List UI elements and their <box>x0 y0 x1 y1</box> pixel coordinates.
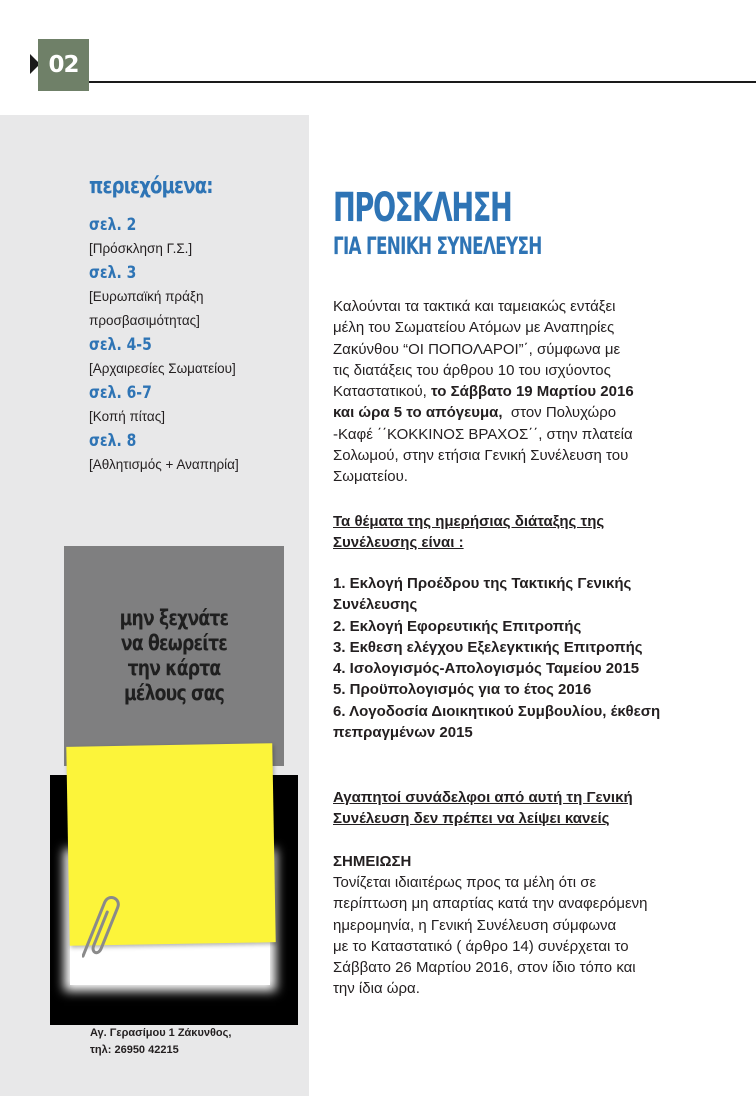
text-line: Καλούνται τα τακτικά και ταμειακώς εντάξει <box>333 298 616 315</box>
text-segment: στον Πολυχώρο <box>502 404 617 422</box>
member-card-reminder-box <box>64 546 284 766</box>
toc-entry <box>89 429 299 477</box>
text-line: περίπτωση μη απαρτίας κατά την αναφερόμενη <box>333 895 648 913</box>
text-line: Συνέλευσης είναι : <box>333 534 464 552</box>
agenda-item: 4. Ισολογισμός-Απολογισμός Ταμείου 2015 <box>333 660 640 678</box>
text-line: Αγαπητοί συνάδελφοι από αυτή τη Γενική <box>333 789 633 806</box>
reminder-line: μην ξεχνάτε <box>119 606 229 630</box>
toc-page: σελ. 8 <box>89 431 137 451</box>
text-line: -Καφέ ΄΄ΚΟΚΚΙΝΟΣ ΒΡΑΧΟΣ΄΄, στην πλατεία <box>333 425 633 443</box>
toc-page: σελ. 2 <box>89 215 137 235</box>
text-line: Σολωμού, στην ετήσια Γενική Συνέλευση του <box>333 447 629 465</box>
text-line: Συνέλευση δεν πρέπει να λείψει κανείς <box>333 810 610 828</box>
toc-desc: [Πρόσκληση Γ.Σ.] <box>89 241 193 256</box>
appeal-text <box>333 787 748 830</box>
invitation-text <box>333 296 748 488</box>
agenda-item: 1. Εκλογή Προέδρου της Τακτικής Γενικής <box>333 575 632 592</box>
text-segment: Καταστατικού, <box>333 383 431 401</box>
toc-entry <box>89 261 299 333</box>
text-line: Ζακύνθου “ΟΙ ΠΟΠΟΛΑΡΟΙ”΄, σύμφωνα με <box>333 340 621 358</box>
text-line: Σάββατο 26 Μαρτίου 2016, στον ίδιο τόπο και <box>333 959 636 977</box>
text-line: μέλη του Σωματείου Ατόμων με Αναπηρίες <box>333 319 615 337</box>
toc-entry <box>89 381 299 429</box>
text-line: ημερομηνία, η Γενική Συνέλευση σύμφωνα <box>333 916 617 934</box>
paperclip-icon <box>82 885 122 965</box>
header-divider <box>89 81 756 83</box>
text-line: Τα θέματα της ημερήσιας διάταξης της <box>333 513 605 530</box>
toc-entry <box>89 333 299 381</box>
agenda-item: 5. Προϋπολογισμός για το έτος 2016 <box>333 681 592 699</box>
meeting-date: το Σάββατο 19 Μαρτίου 2016 <box>430 383 634 401</box>
text-line: την ίδια ώρα. <box>333 980 420 998</box>
toc-page: σελ. 4-5 <box>89 335 152 355</box>
agenda-item: πεπραγμένων 2015 <box>333 724 473 742</box>
text-line <box>333 381 748 402</box>
address <box>90 1025 300 1059</box>
text-line: Τονίζεται ιδιαιτέρως προς τα μέλη ότι σε <box>333 874 597 891</box>
agenda-item: 3. Εκθεση ελέγχου Εξελεγκτικής Επιτροπής <box>333 638 643 656</box>
agenda-item: 6. Λογοδοσία Διοικητικού Συμβουλίου, έκθεση <box>333 702 661 720</box>
reminder-line: την κάρτα <box>127 656 221 680</box>
page-subtitle: ΓΙΑ ΓΕΝΙΚΗ ΣΥΝΕΛΕΥΣΗ <box>333 232 542 260</box>
reminder-line: μέλους σας <box>123 681 225 705</box>
member-card-reminder <box>64 606 284 706</box>
reminder-line: να θεωρείτε <box>120 631 228 655</box>
note-heading: ΣΗΜΕΙΩΣΗ <box>333 853 412 870</box>
page-number: 02 <box>38 39 89 91</box>
toc-desc: [Αρχαιρεσίες Σωματείου] <box>89 361 236 376</box>
phone-line: τηλ: 26950 42215 <box>90 1044 179 1056</box>
toc-page: σελ. 6-7 <box>89 383 152 403</box>
agenda-list <box>333 573 748 743</box>
text-line: με το Καταστατικό ( άρθρο 14) συνέρχεται το <box>333 937 629 955</box>
agenda-item: 2. Εκλογή Εφορευτικής Επιτροπής <box>333 617 582 635</box>
agenda-item: Συνέλευσης <box>333 596 418 614</box>
table-of-contents <box>89 213 299 477</box>
page-title: ΠΡΟΣΚΛΗΣΗ <box>333 185 512 231</box>
toc-desc: [Κοπή πίτας] <box>89 409 165 424</box>
toc-title: περιεχόμενα: <box>89 174 213 199</box>
note-text <box>333 872 748 1000</box>
text-line: Σωματείου. <box>333 468 408 486</box>
text-line: τις διατάξεις του άρθρου 10 του ισχύοντος <box>333 361 611 379</box>
meeting-time: και ώρα 5 το απόγευμα, <box>333 404 503 422</box>
text-line <box>333 402 748 423</box>
agenda-heading <box>333 511 748 554</box>
toc-desc: [Αθλητισμός + Αναπηρία] <box>89 457 239 472</box>
toc-page: σελ. 3 <box>89 263 137 283</box>
toc-desc: [Ευρωπαϊκή πράξη <box>89 289 204 304</box>
toc-desc: προσβασιμότητας] <box>89 313 200 328</box>
toc-entry <box>89 213 299 261</box>
address-line: Αγ. Γερασίμου 1 Ζάκυνθος, <box>90 1027 232 1039</box>
